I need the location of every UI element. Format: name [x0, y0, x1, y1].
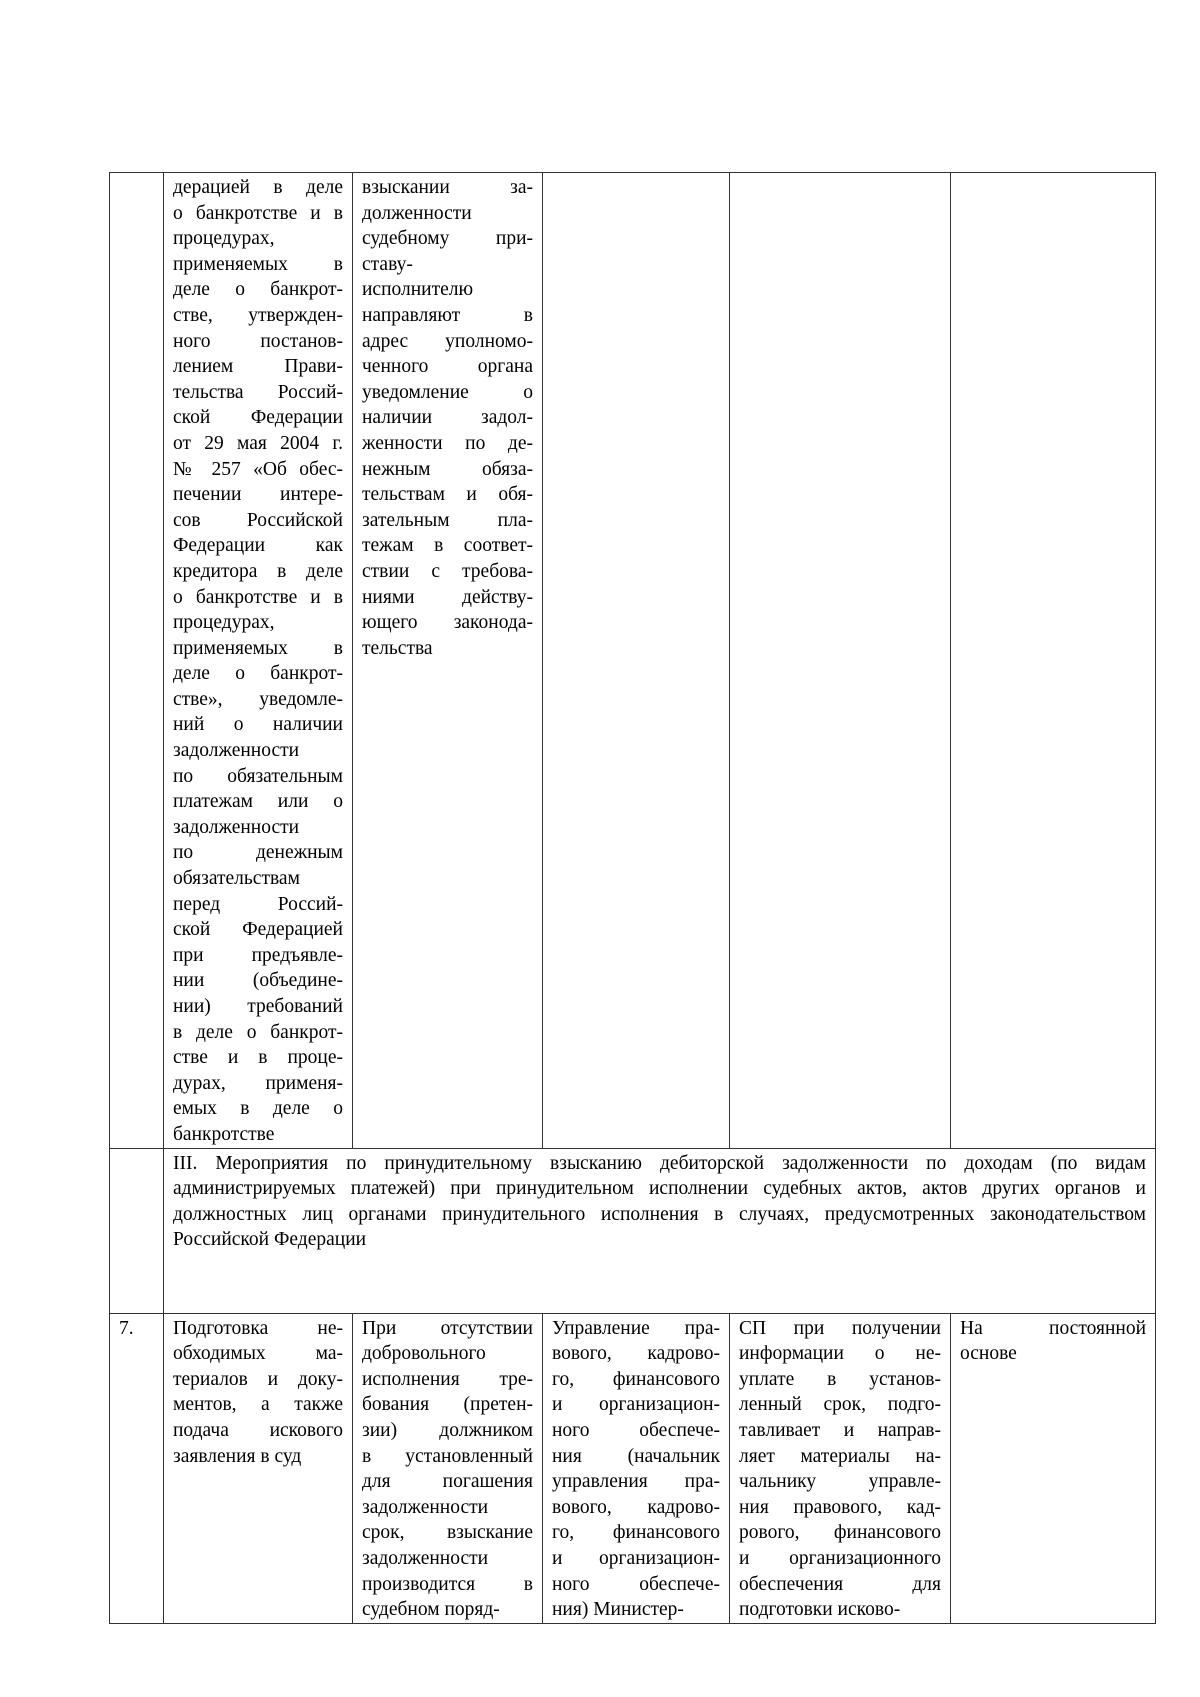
text-line: ного постанов- — [173, 330, 343, 352]
text-line: женности по де- — [362, 432, 533, 454]
text-line: бования (претен- — [362, 1394, 533, 1416]
text-line: ного обеспече- — [552, 1419, 720, 1441]
text-line: ставу- — [362, 253, 413, 275]
text-line: ющего законода- — [362, 612, 533, 634]
text-line: адрес уполномо- — [362, 330, 533, 352]
text-line: нии) требований — [173, 996, 343, 1017]
text-line: исполнителю — [362, 279, 474, 301]
table-row — [110, 173, 1156, 1149]
text-line: для погашения — [362, 1471, 533, 1493]
text-line: СП при получении — [739, 1317, 941, 1339]
text-line: о банкротстве и в — [173, 202, 343, 224]
text-line: задолженности — [362, 1496, 489, 1518]
text-line: и организационного — [739, 1547, 941, 1569]
text-line: Федерации как — [173, 535, 343, 557]
text-line: тельства — [362, 637, 433, 659]
text-line: ченного органа — [362, 356, 533, 378]
text-line: зии) должником — [362, 1419, 533, 1441]
text-line: рового, финансового — [739, 1522, 941, 1544]
measure-name-cell — [164, 1313, 353, 1623]
text-line: и организацион- — [552, 1547, 720, 1569]
text-line: тежам в соответ- — [362, 535, 533, 557]
measures-table — [109, 172, 1156, 1624]
responsible-cell — [543, 1313, 730, 1623]
text-line: применяемых в — [173, 253, 343, 275]
text-line: банкротстве — [173, 1123, 275, 1145]
table-row — [110, 1313, 1156, 1623]
text-line: заявления в суд — [173, 1445, 302, 1467]
measure-name-cell — [164, 173, 353, 1149]
text-line: ния) Министер- — [552, 1599, 684, 1621]
text-line: го, финансового — [552, 1522, 720, 1544]
text-line: деле о банкрот- — [173, 663, 343, 685]
text-line: деле о банкрот- — [173, 279, 343, 301]
text-line: тельствам и обя- — [362, 484, 533, 506]
text-line: сов Российской — [173, 509, 343, 531]
text-line: стве, утвержден- — [173, 304, 343, 326]
text-line: уведомление о — [362, 381, 533, 403]
text-line: долженности — [362, 202, 472, 224]
text-line: срок, взыскание — [362, 1522, 533, 1544]
text-line: го, финансового — [552, 1368, 720, 1390]
text-line: взыскании за- — [362, 177, 533, 198]
text-line: стве», уведомле- — [173, 688, 343, 710]
text-line: нии (объедине- — [173, 970, 343, 992]
text-line: ленный срок, подго- — [739, 1394, 941, 1416]
text-line: исполнения тре- — [362, 1368, 533, 1390]
procedure-cell — [730, 1313, 951, 1623]
text-line: в установленный — [362, 1445, 533, 1467]
text-line: подача искового — [173, 1419, 343, 1441]
text-line: по обязательным — [173, 765, 343, 787]
text-line: лением Прави- — [173, 356, 343, 378]
text-line: задолженности — [173, 740, 300, 762]
text-line: нежным обяза- — [362, 458, 533, 480]
text-line: при предъявле- — [173, 944, 343, 966]
text-line: ляет материалы на- — [739, 1445, 941, 1467]
text-line: в деле о банкрот- — [173, 1021, 343, 1043]
deadline-cell — [951, 173, 1156, 1149]
text-line: ного обеспече- — [552, 1573, 720, 1595]
text-line: подготовки исково- — [739, 1599, 901, 1621]
text-line: обязательствам — [173, 868, 300, 890]
text-line: ской Федерации — [173, 407, 343, 429]
text-line: ний о наличии — [173, 714, 343, 736]
text-line: основе — [960, 1343, 1017, 1365]
section-heading: III. Мероприятия по принудительному взысканию дебиторской задолженности по доходам (по видам администрируемых платежей) при принудительном исполнении судебных актов, актов других органов и должностных лиц органами принудительного исполнения в случаях, предусмотренных законодательством Российской Федерации — [164, 1148, 1156, 1313]
text-line: ния правового, кад- — [739, 1496, 941, 1518]
section-row — [110, 1148, 1156, 1313]
text-line: зательным пла- — [362, 509, 533, 531]
text-line: стве и в проце- — [173, 1047, 343, 1069]
text-line: тавливает и направ- — [739, 1419, 941, 1441]
text-line: На постоянной — [960, 1317, 1146, 1339]
deadline-cell — [951, 1313, 1156, 1623]
responsible-cell — [543, 173, 730, 1149]
text-line: и организацион- — [552, 1394, 720, 1416]
text-line: ствии с требова- — [362, 560, 533, 582]
text-line: обеспечения для — [739, 1573, 941, 1595]
text-line: вового, кадрово- — [552, 1343, 720, 1365]
text-line: ния (начальник — [552, 1445, 720, 1467]
text-line: задолженности — [362, 1547, 489, 1569]
text-line: териалов и доку- — [173, 1368, 343, 1390]
text-line: ментов, а также — [173, 1394, 343, 1416]
text-line: информации о не- — [739, 1343, 941, 1365]
row-number-cell — [110, 173, 164, 1149]
text-line: тельства Россий- — [173, 381, 343, 403]
text-line: дурах, применя- — [173, 1072, 343, 1094]
text-line: применяемых в — [173, 637, 343, 659]
text-line: чальнику управле- — [739, 1471, 941, 1493]
text-line: уплате в установ- — [739, 1368, 941, 1390]
section-number-cell — [110, 1148, 164, 1313]
text-line: управления пра- — [552, 1471, 720, 1493]
text-line: процедурах, — [173, 612, 275, 634]
text-line: задолженности — [173, 816, 300, 838]
text-line: перед Россий- — [173, 893, 343, 915]
text-line: по денежным — [173, 842, 343, 864]
text-line: ской Федерацией — [173, 919, 343, 941]
text-line: платежам или о — [173, 791, 343, 813]
text-line: судебном поряд- — [362, 1599, 500, 1621]
text-line: наличии задол- — [362, 407, 533, 429]
text-line: кредитора в деле — [173, 560, 343, 582]
text-line: от 29 мая 2004 г. — [173, 432, 343, 454]
text-line: Управление пра- — [552, 1317, 720, 1339]
text-line: судебному при- — [362, 228, 533, 250]
text-line: Подготовка не- — [173, 1317, 343, 1339]
text-line: № 257 «Об обес- — [173, 458, 343, 480]
text-line: производится в — [362, 1573, 533, 1595]
measure-description-cell — [353, 1313, 543, 1623]
text-line: дерацией в деле — [173, 177, 343, 198]
text-line: процедурах, — [173, 228, 275, 250]
row-number-cell: 7. — [110, 1313, 164, 1623]
measure-description-cell — [353, 173, 543, 1149]
text-line: печении интере- — [173, 484, 343, 506]
text-line: о банкротстве и в — [173, 586, 343, 608]
text-line: добровольного — [362, 1343, 486, 1365]
text-line: ниями действу- — [362, 586, 533, 608]
text-line: вового, кадрово- — [552, 1496, 720, 1518]
text-line: емых в деле о — [173, 1098, 343, 1120]
text-line: направляют в — [362, 304, 533, 326]
procedure-cell — [730, 173, 951, 1149]
text-line: обходимых ма- — [173, 1343, 343, 1365]
text-line: При отсутствии — [362, 1317, 533, 1339]
